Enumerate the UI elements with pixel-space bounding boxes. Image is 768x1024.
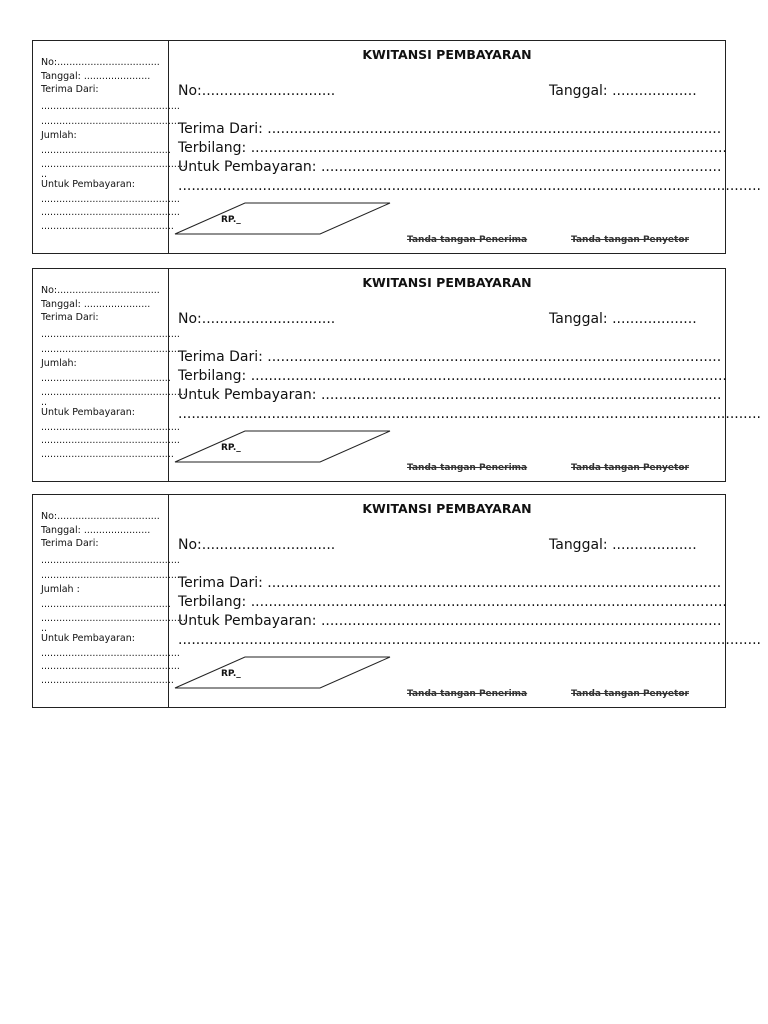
stub-line: .............................................. bbox=[41, 194, 180, 205]
stub-line: Untuk Pembayaran: bbox=[41, 407, 135, 418]
no-field[interactable]: No:.............................. bbox=[178, 311, 336, 327]
stub-line: Terima Dari: bbox=[41, 538, 99, 549]
amount-box[interactable] bbox=[171, 655, 393, 691]
stub-line: .............................................. bbox=[41, 570, 180, 581]
stub-line: .............................................. bbox=[41, 435, 180, 446]
stub-line: .............................................. bbox=[41, 116, 180, 127]
tanggal-field[interactable]: Tanggal: ................... bbox=[549, 83, 697, 99]
stub-line: .............................................. bbox=[41, 648, 180, 659]
tanggal-field[interactable]: Tanggal: ................... bbox=[549, 311, 697, 327]
stub-line: No:.................................. bbox=[41, 285, 160, 296]
stub-line: .............................................. bbox=[41, 101, 180, 112]
stub-line: .............................................. bbox=[41, 207, 180, 218]
stub-line: ............................................ bbox=[41, 675, 174, 686]
receipt-stub bbox=[33, 269, 186, 481]
stub-line: No:.................................. bbox=[41, 57, 160, 68]
stub-line: .............................................. bbox=[41, 329, 180, 340]
receipt-body bbox=[169, 41, 761, 253]
rp-label: RP._ bbox=[221, 215, 241, 225]
extra-dots-line[interactable]: ................................................................................................................................... bbox=[178, 632, 761, 648]
receipt bbox=[32, 494, 761, 708]
signature-penerima: Tanda tangan Penerima bbox=[407, 463, 528, 473]
stub-line: Terima Dari: bbox=[41, 84, 99, 95]
receipt bbox=[32, 268, 761, 482]
stub-line: ............................................ bbox=[41, 449, 174, 460]
stub-line: Untuk Pembayaran: bbox=[41, 179, 135, 190]
terbilang-field[interactable]: Terbilang: ........................................................................................................... bbox=[178, 594, 727, 610]
receipt-title: KWITANSI PEMBAYARAN bbox=[362, 47, 532, 62]
receipt-stub bbox=[33, 495, 186, 707]
stub-line: .. bbox=[41, 623, 48, 634]
stub-line: Tanggal: ...................... bbox=[41, 299, 151, 310]
signature-penyetor: Tanda tangan Penyetor bbox=[571, 463, 689, 473]
rp-label: RP._ bbox=[221, 443, 241, 453]
stub-line: ................................................ bbox=[41, 613, 186, 624]
receipt-title: KWITANSI PEMBAYARAN bbox=[362, 275, 532, 290]
stub-line: .............................................. bbox=[41, 344, 180, 355]
receipt-stub bbox=[33, 41, 186, 253]
stub-line: Tanggal: ...................... bbox=[41, 71, 151, 82]
amount-box[interactable] bbox=[171, 201, 393, 237]
terbilang-field[interactable]: Terbilang: ........................................................................................................... bbox=[178, 368, 727, 384]
amount-box[interactable] bbox=[171, 429, 393, 465]
stub-line: Jumlah: bbox=[41, 130, 77, 141]
stub-line: Terima Dari: bbox=[41, 312, 99, 323]
receipt-body bbox=[169, 495, 761, 707]
receipt bbox=[32, 40, 761, 254]
signature-penyetor: Tanda tangan Penyetor bbox=[571, 689, 689, 699]
extra-dots-line[interactable]: ................................................................................................................................... bbox=[178, 406, 761, 422]
stub-line: ........................................... bbox=[41, 145, 171, 156]
signature-penyetor: Tanda tangan Penyetor bbox=[571, 235, 689, 245]
stub-line: Jumlah : bbox=[41, 584, 80, 595]
receipt-body bbox=[169, 269, 761, 481]
terima-dari-field[interactable]: Terima Dari: ...................................................................................................... bbox=[178, 575, 722, 591]
untuk-pembayaran-field[interactable]: Untuk Pembayaran: .......................................................................................... bbox=[178, 613, 722, 629]
stub-line: .............................................. bbox=[41, 661, 180, 672]
untuk-pembayaran-field[interactable]: Untuk Pembayaran: .......................................................................................... bbox=[178, 159, 722, 175]
stub-line: .............................................. bbox=[41, 422, 180, 433]
rp-label: RP._ bbox=[221, 669, 241, 679]
stub-line: Jumlah: bbox=[41, 358, 77, 369]
terima-dari-field[interactable]: Terima Dari: ...................................................................................................... bbox=[178, 121, 722, 137]
stub-line: Untuk Pembayaran: bbox=[41, 633, 135, 644]
signature-penerima: Tanda tangan Penerima bbox=[407, 689, 528, 699]
stub-line: Tanggal: ...................... bbox=[41, 525, 151, 536]
terbilang-field[interactable]: Terbilang: ........................................................................................................... bbox=[178, 140, 727, 156]
receipt-title: KWITANSI PEMBAYARAN bbox=[362, 501, 532, 516]
stub-line: No:.................................. bbox=[41, 511, 160, 522]
stub-line: ................................................ bbox=[41, 387, 186, 398]
stub-line: ............................................ bbox=[41, 221, 174, 232]
stub-line: .. bbox=[41, 169, 48, 180]
tanggal-field[interactable]: Tanggal: ................... bbox=[549, 537, 697, 553]
stub-line: .. bbox=[41, 397, 48, 408]
stub-line: ........................................... bbox=[41, 373, 171, 384]
stub-line: .............................................. bbox=[41, 555, 180, 566]
extra-dots-line[interactable]: ................................................................................................................................... bbox=[178, 178, 761, 194]
no-field[interactable]: No:.............................. bbox=[178, 537, 336, 553]
stub-line: ................................................ bbox=[41, 159, 186, 170]
untuk-pembayaran-field[interactable]: Untuk Pembayaran: .......................................................................................... bbox=[178, 387, 722, 403]
no-field[interactable]: No:.............................. bbox=[178, 83, 336, 99]
terima-dari-field[interactable]: Terima Dari: ...................................................................................................... bbox=[178, 349, 722, 365]
signature-penerima: Tanda tangan Penerima bbox=[407, 235, 528, 245]
stub-line: ........................................... bbox=[41, 599, 171, 610]
